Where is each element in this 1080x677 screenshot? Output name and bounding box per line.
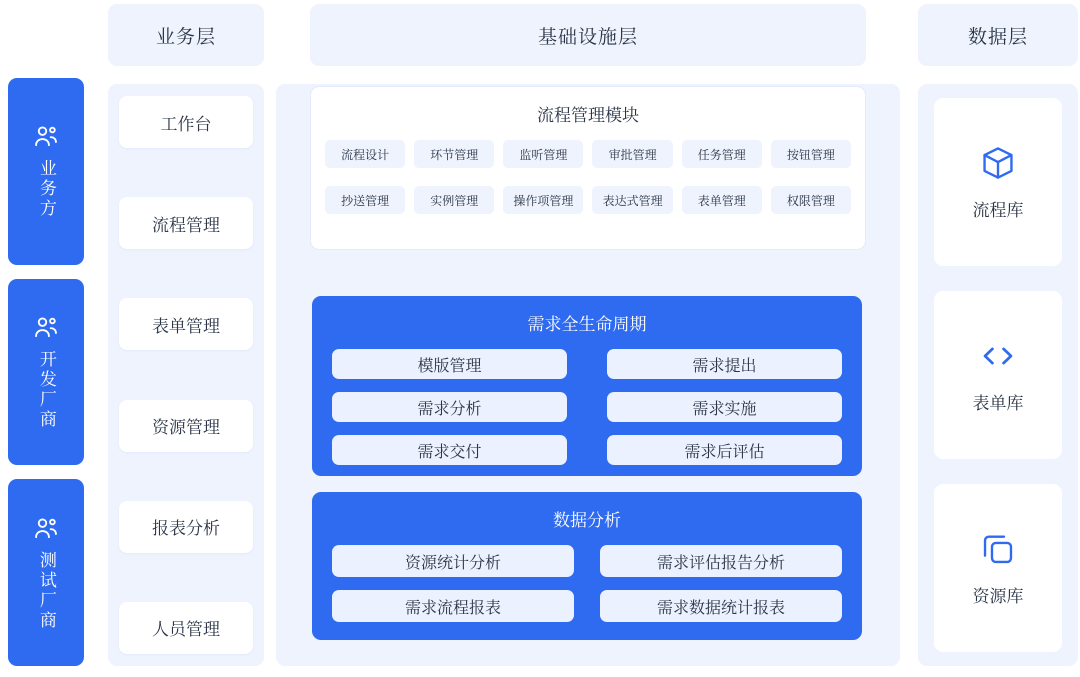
business-item-resource-management[interactable]: 资源管理 xyxy=(119,400,253,452)
lifecycle-item-requirement-analysis[interactable]: 需求分析 xyxy=(332,392,567,422)
requirement-lifecycle-panel xyxy=(312,296,862,476)
analysis-title: 数据分析 xyxy=(553,511,621,530)
process-management-module-card xyxy=(310,86,866,250)
data-item-label: 流程库 xyxy=(972,200,1024,220)
analysis-grid xyxy=(332,545,842,622)
business-item-form-management[interactable]: 表单管理 xyxy=(119,298,253,350)
code-brackets-icon xyxy=(979,337,1017,375)
role-card-developer[interactable] xyxy=(8,279,84,466)
data-item-resource-library[interactable] xyxy=(934,484,1062,652)
data-item-label: 表单库 xyxy=(972,393,1024,413)
chip-cc-management[interactable]: 抄送管理 xyxy=(325,186,405,214)
users-icon xyxy=(32,123,60,151)
role-column xyxy=(8,78,84,666)
business-item-process-management[interactable]: 流程管理 xyxy=(119,197,253,249)
chip-expression-management[interactable]: 表达式管理 xyxy=(592,186,672,214)
chip-approval-management[interactable]: 审批管理 xyxy=(592,140,672,168)
chip-task-management[interactable]: 任务管理 xyxy=(682,140,762,168)
users-icon xyxy=(32,515,60,543)
analysis-item-requirement-data-report[interactable]: 需求数据统计报表 xyxy=(600,590,842,622)
chip-button-management[interactable]: 按钮管理 xyxy=(771,140,851,168)
chip-node-management[interactable]: 环节管理 xyxy=(414,140,494,168)
users-icon xyxy=(32,314,60,342)
analysis-item-resource-statistics[interactable]: 资源统计分析 xyxy=(332,545,574,577)
business-layer-column xyxy=(108,84,264,666)
chip-operation-item-management[interactable]: 操作项管理 xyxy=(503,186,583,214)
role-label: 开发厂商 xyxy=(36,350,56,430)
analysis-item-requirement-process-report[interactable]: 需求流程报表 xyxy=(332,590,574,622)
chip-process-design[interactable]: 流程设计 xyxy=(325,140,405,168)
process-module-chip-grid xyxy=(325,140,851,214)
lifecycle-title: 需求全生命周期 xyxy=(527,315,647,334)
business-item-personnel-management[interactable]: 人员管理 xyxy=(119,602,253,654)
lifecycle-item-template-management[interactable]: 模版管理 xyxy=(332,349,567,379)
business-item-report-analysis[interactable]: 报表分析 xyxy=(119,501,253,553)
lifecycle-item-requirement-delivery[interactable]: 需求交付 xyxy=(332,435,567,465)
header-business-layer: 业务层 xyxy=(108,4,264,66)
header-data-layer: 数据层 xyxy=(918,4,1078,66)
role-card-business[interactable] xyxy=(8,78,84,265)
lifecycle-item-post-evaluation[interactable]: 需求后评估 xyxy=(607,435,842,465)
business-item-workbench[interactable]: 工作台 xyxy=(119,96,253,148)
role-card-tester[interactable] xyxy=(8,479,84,666)
cube-icon xyxy=(979,144,1017,182)
data-item-form-library[interactable] xyxy=(934,291,1062,459)
process-module-title: 流程管理模块 xyxy=(537,106,639,125)
chip-instance-management[interactable]: 实例管理 xyxy=(414,186,494,214)
data-analysis-panel xyxy=(312,492,862,640)
analysis-item-requirement-evaluation-report[interactable]: 需求评估报告分析 xyxy=(600,545,842,577)
lifecycle-grid xyxy=(332,349,842,465)
chip-listener-management[interactable]: 监听管理 xyxy=(503,140,583,168)
lifecycle-item-requirement-implementation[interactable]: 需求实施 xyxy=(607,392,842,422)
copy-icon xyxy=(979,530,1017,568)
data-layer-column xyxy=(918,84,1078,666)
lifecycle-item-requirement-submission[interactable]: 需求提出 xyxy=(607,349,842,379)
chip-permission-management[interactable]: 权限管理 xyxy=(771,186,851,214)
data-item-label: 资源库 xyxy=(972,586,1024,606)
header-infrastructure-layer: 基础设施层 xyxy=(310,4,866,66)
role-label: 业务方 xyxy=(36,159,56,220)
role-label: 测试厂商 xyxy=(36,550,56,631)
chip-form-management[interactable]: 表单管理 xyxy=(682,186,762,214)
data-item-process-library[interactable] xyxy=(934,98,1062,266)
